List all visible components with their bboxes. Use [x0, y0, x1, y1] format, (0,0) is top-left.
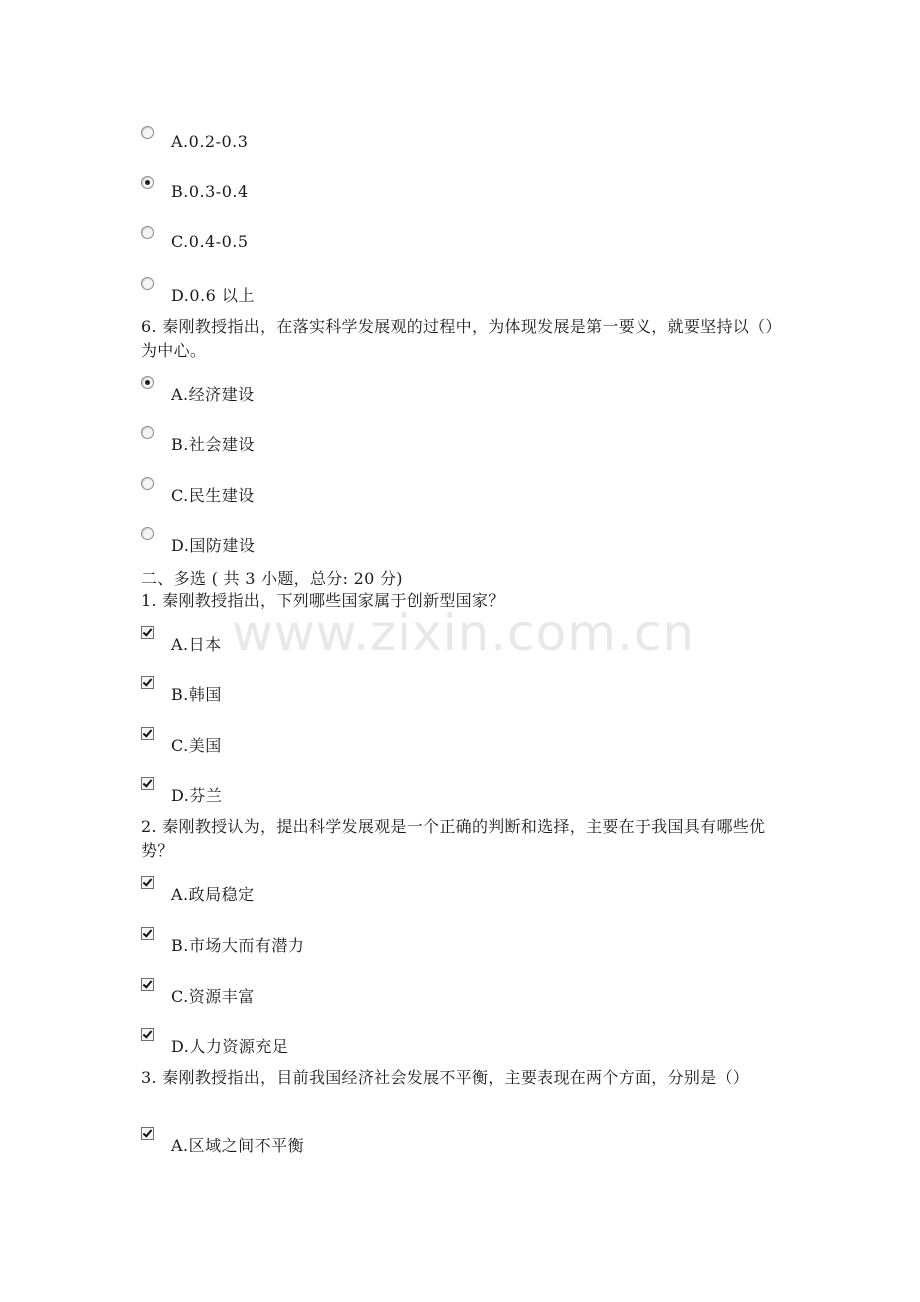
- radio-button[interactable]: [141, 477, 154, 490]
- q6-option-b[interactable]: [141, 432, 255, 454]
- option-label: A.日本: [171, 635, 222, 654]
- q6-option-d[interactable]: [141, 533, 255, 555]
- m2-option-a[interactable]: [141, 882, 255, 904]
- option-label: D.芬兰: [171, 786, 223, 805]
- multi-question-3-text: 3. 秦刚教授指出，目前我国经济社会发展不平衡，主要表现在两个方面，分别是（）: [141, 1068, 750, 1087]
- radio-button[interactable]: [141, 226, 154, 239]
- m2-option-d[interactable]: [141, 1034, 288, 1056]
- option-label: B.韩国: [171, 685, 222, 704]
- option-label: D.人力资源充足: [171, 1037, 289, 1056]
- watermark: www.zixin.com.cn: [232, 604, 696, 662]
- checkbox-checked[interactable]: [141, 676, 154, 689]
- radio-button[interactable]: [141, 426, 154, 439]
- checkbox-checked[interactable]: [141, 876, 154, 889]
- m1-option-b[interactable]: [141, 682, 222, 704]
- m3-option-a[interactable]: [141, 1133, 304, 1155]
- option-label: B.社会建设: [171, 435, 255, 454]
- checkbox-checked[interactable]: [141, 927, 154, 940]
- q5-option-d[interactable]: [141, 283, 255, 305]
- option-label: A.区域之间不平衡: [171, 1136, 305, 1155]
- m1-option-c[interactable]: [141, 733, 222, 755]
- radio-button[interactable]: [141, 277, 154, 290]
- multi-question-1-text: 1. 秦刚教授指出，下列哪些国家属于创新型国家？: [141, 591, 505, 610]
- question-6-text: 6. 秦刚教授指出，在落实科学发展观的过程中，为体现发展是第一要义，就要坚持以（）为中心。: [141, 317, 774, 360]
- m2-option-b[interactable]: [141, 933, 304, 955]
- q6-option-a[interactable]: [141, 382, 255, 404]
- q5-option-c[interactable]: [141, 232, 249, 254]
- radio-button[interactable]: [141, 527, 154, 540]
- q6-option-c[interactable]: [141, 483, 255, 505]
- checkbox-checked[interactable]: [141, 777, 154, 790]
- option-label: A.政局稳定: [171, 885, 255, 904]
- m1-option-d[interactable]: [141, 783, 222, 805]
- section-title: 二、多选 ( 共 3 小题，总分: 20 分): [141, 569, 403, 588]
- option-label: A.经济建设: [171, 385, 255, 404]
- option-label: C.美国: [171, 736, 222, 755]
- option-label: C.民生建设: [171, 486, 255, 505]
- checkbox-checked[interactable]: [141, 1127, 154, 1140]
- option-label: C.0.4-0.5: [171, 232, 249, 251]
- m2-option-c[interactable]: [141, 984, 255, 1006]
- checkbox-checked[interactable]: [141, 978, 154, 991]
- option-label: B.0.3-0.4: [171, 182, 249, 201]
- q5-option-a[interactable]: [141, 132, 248, 154]
- multi-question-2-text: 2. 秦刚教授认为，提出科学发展观是一个正确的判断和选择，主要在于我国具有哪些优势？: [141, 817, 766, 860]
- checkbox-checked[interactable]: [141, 727, 154, 740]
- m1-option-a[interactable]: [141, 632, 222, 654]
- option-label: B.市场大而有潜力: [171, 936, 305, 955]
- checkbox-checked[interactable]: [141, 1028, 154, 1041]
- checkbox-checked[interactable]: [141, 626, 154, 639]
- radio-button[interactable]: [141, 126, 154, 139]
- option-label: D.0.6 以上: [171, 286, 255, 305]
- option-label: C.资源丰富: [171, 987, 255, 1006]
- radio-button-selected[interactable]: [141, 176, 154, 189]
- q5-option-b[interactable]: [141, 182, 249, 204]
- radio-button-selected[interactable]: [141, 376, 154, 389]
- option-label: D.国防建设: [171, 536, 256, 555]
- option-label: A.0.2-0.3: [171, 132, 249, 151]
